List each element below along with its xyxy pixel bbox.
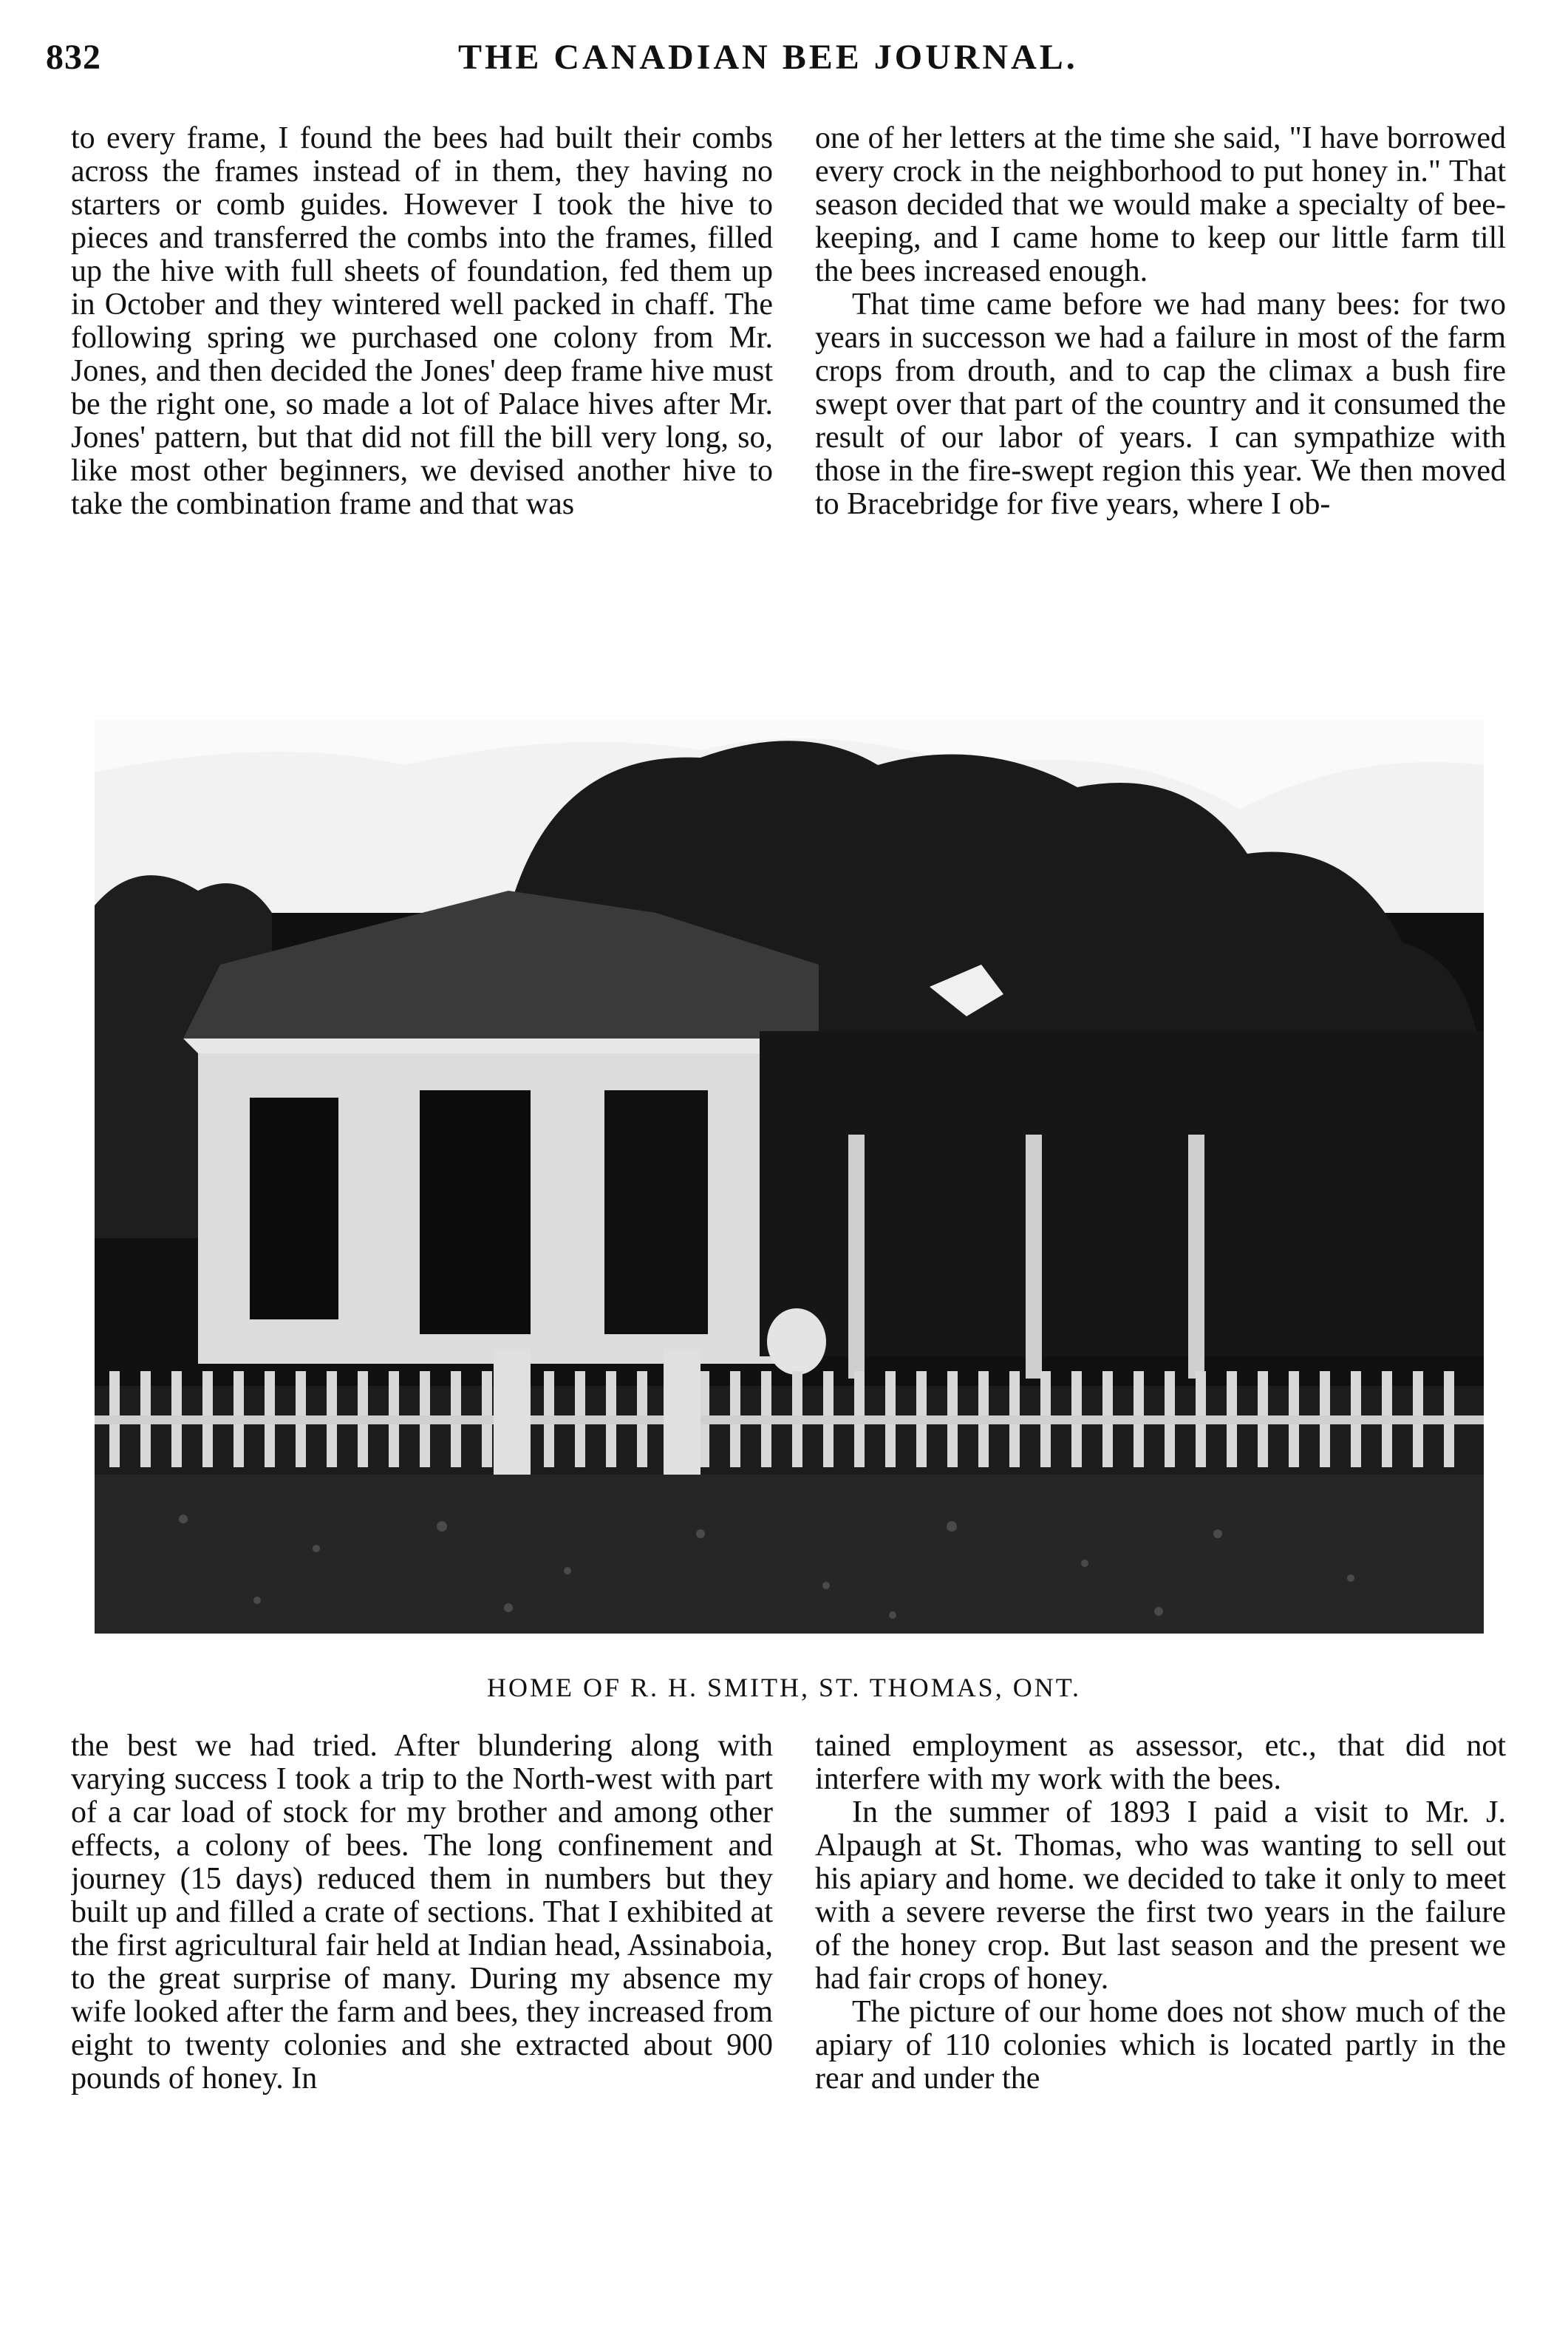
text-column-top-right <box>815 122 1506 654</box>
figure-caption: HOME OF R. H. SMITH, ST. THOMAS, ONT. <box>486 1673 1082 1702</box>
page-header <box>0 31 1568 83</box>
paragraph: In the summer of 1893 I paid a visit to Mr. J. Alpaugh at St. Thomas, who was wanting to sell out his apiary and home. we decided to take it only to meet with a severe reverse the first two years in the failure of the honey crop. But last season and the present we had fair crops of honey. <box>815 1795 1506 1996</box>
paragraph: the best we had tried. After blundering along with varying success I took a trip to the North-west with part of a car load of stock for my brother and among other effects, a colony of bees. The long confinement and journey (15 days) reduced them in numbers but they built up and filled a crate of sections. That I exhibited at the first agricultural fair held at Indian head, Assinaboia, to the great surprise of many. During my absence my wife looked after the farm and bees, they increased from eight to twenty colonies and she extracted about 900 pounds of honey. In <box>71 1730 773 2096</box>
text-column-top-left <box>71 122 773 654</box>
text-column-bottom-left <box>71 1730 773 2188</box>
house-photograph <box>95 721 1484 1634</box>
paragraph: That time came before we had many bees: for two years in successon we had a failure in most of the farm crops from drouth, and to cap the climax a bush fire swept over that part of the country and it consumed the result of our labor of years. I can sympathize with those in the fire-swept region this year. We then moved to Bracebridge for five years, where I ob- <box>815 288 1506 521</box>
paragraph: one of her letters at the time she said, "I have borrowed every crock in the neighborhood to put honey in." That season decided that we would make a specialty of bee-keeping, and I came home to keep our little farm till the bees increased enough. <box>815 122 1506 288</box>
journal-title: THE CANADIAN BEE JOURNAL. <box>458 38 1078 77</box>
paragraph: to every frame, I found the bees had built their combs across the frames instead of in them, they having no starters or comb guides. However I took the hive to pieces and transferred the combs into the frames, filled up the hive with full sheets of foundation, fed them up in October and they wintered well packed in chaff. The following spring we purchased one colony from Mr. Jones, and then decided the Jones' deep frame hive must be the right one, so made a lot of Palace hives after Mr. Jones' pattern, but that did not fill the bill very long, so, like most other beginners, we devised another hive to take the combination frame and that was <box>71 122 773 521</box>
page-number: 832 <box>46 38 101 77</box>
paragraph: tained employment as assessor, etc., that did not interfere with my work with the bees. <box>815 1730 1506 1796</box>
text-column-bottom-right <box>815 1730 1506 2188</box>
paragraph: The picture of our home does not show much of the apiary of 110 colonies which is located partly in the rear and under the <box>815 1995 1506 2096</box>
